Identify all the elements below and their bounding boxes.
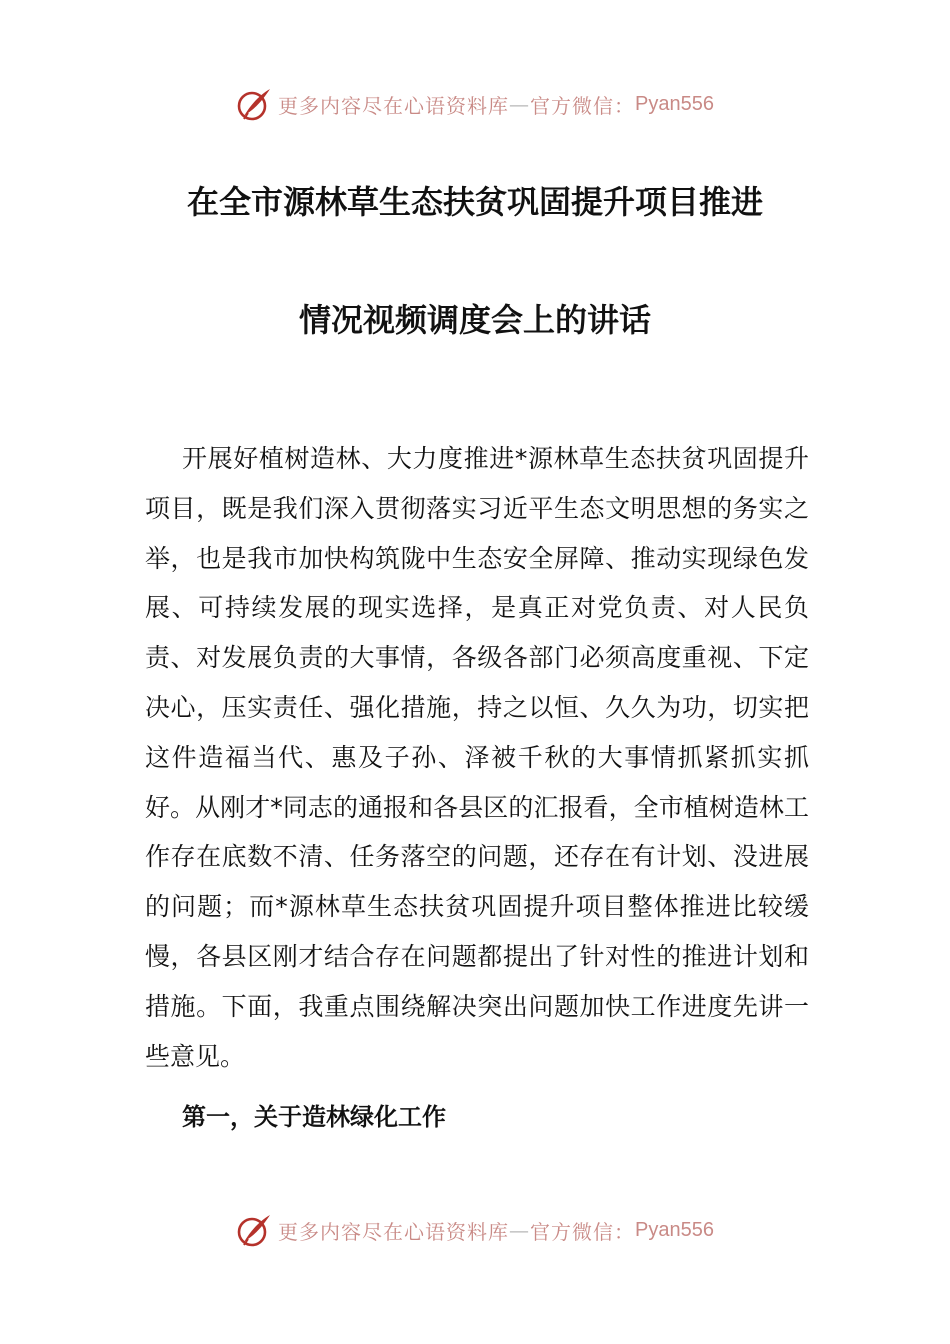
quill-logo-icon [236,1212,272,1248]
banner-separator: — [509,1218,531,1242]
banner-separator: — [509,92,531,116]
header-watermark-banner [0,84,950,124]
document-title-line-1: 在全市源林草生态扶贫巩固提升项目推进 [186,183,763,221]
banner-main-text: 更多内容尽在心语资料库 [278,93,510,118]
body-paragraph: 开展好植树造林、大力度推进*源林草生态扶贫巩固提升项目，既是我们深入贯彻落实习近平生态文明思想的务实之举，也是我市加快构筑陇中生态安全屏障、推动实现绿色发展、可持续发展的现实选择，是真正对党负责、对人民负责、对发展负责的大事情，各级各部门必须高度重视、下定决心，压实责任、强化措施，持之以恒、久久为功，切实把这件造福当代、惠及子孙、泽被千秋的大事情抓紧抓实抓好。从刚才*同志的通报和各县区的汇报看，全市植树造林工作存在底数不清、任务落空的问题，还存在有计划、没进展的问题；而*源林草生态扶贫巩固提升项目整体推进比较缓慢，各县区刚才结合存在问题都提出了针对性的推进计划和措施。下面，我重点围绕解决突出问题加快工作进度先讲一些意见。 [145,444,809,1071]
banner-main-text: 更多内容尽在心语资料库 [278,1219,510,1244]
banner-contact-id: Pyan556 [635,92,714,115]
footer-watermark-banner [0,1210,950,1250]
document-title-line-2: 情况视频调度会上的讲话 [298,301,651,339]
section-heading: 第一，关于造林绿化工作 [182,1103,446,1131]
quill-logo-icon [236,86,272,122]
banner-contact-text: 官方微信： [530,93,636,118]
banner-contact-text: 官方微信： [530,1219,636,1244]
banner-contact-id: Pyan556 [635,1218,714,1241]
